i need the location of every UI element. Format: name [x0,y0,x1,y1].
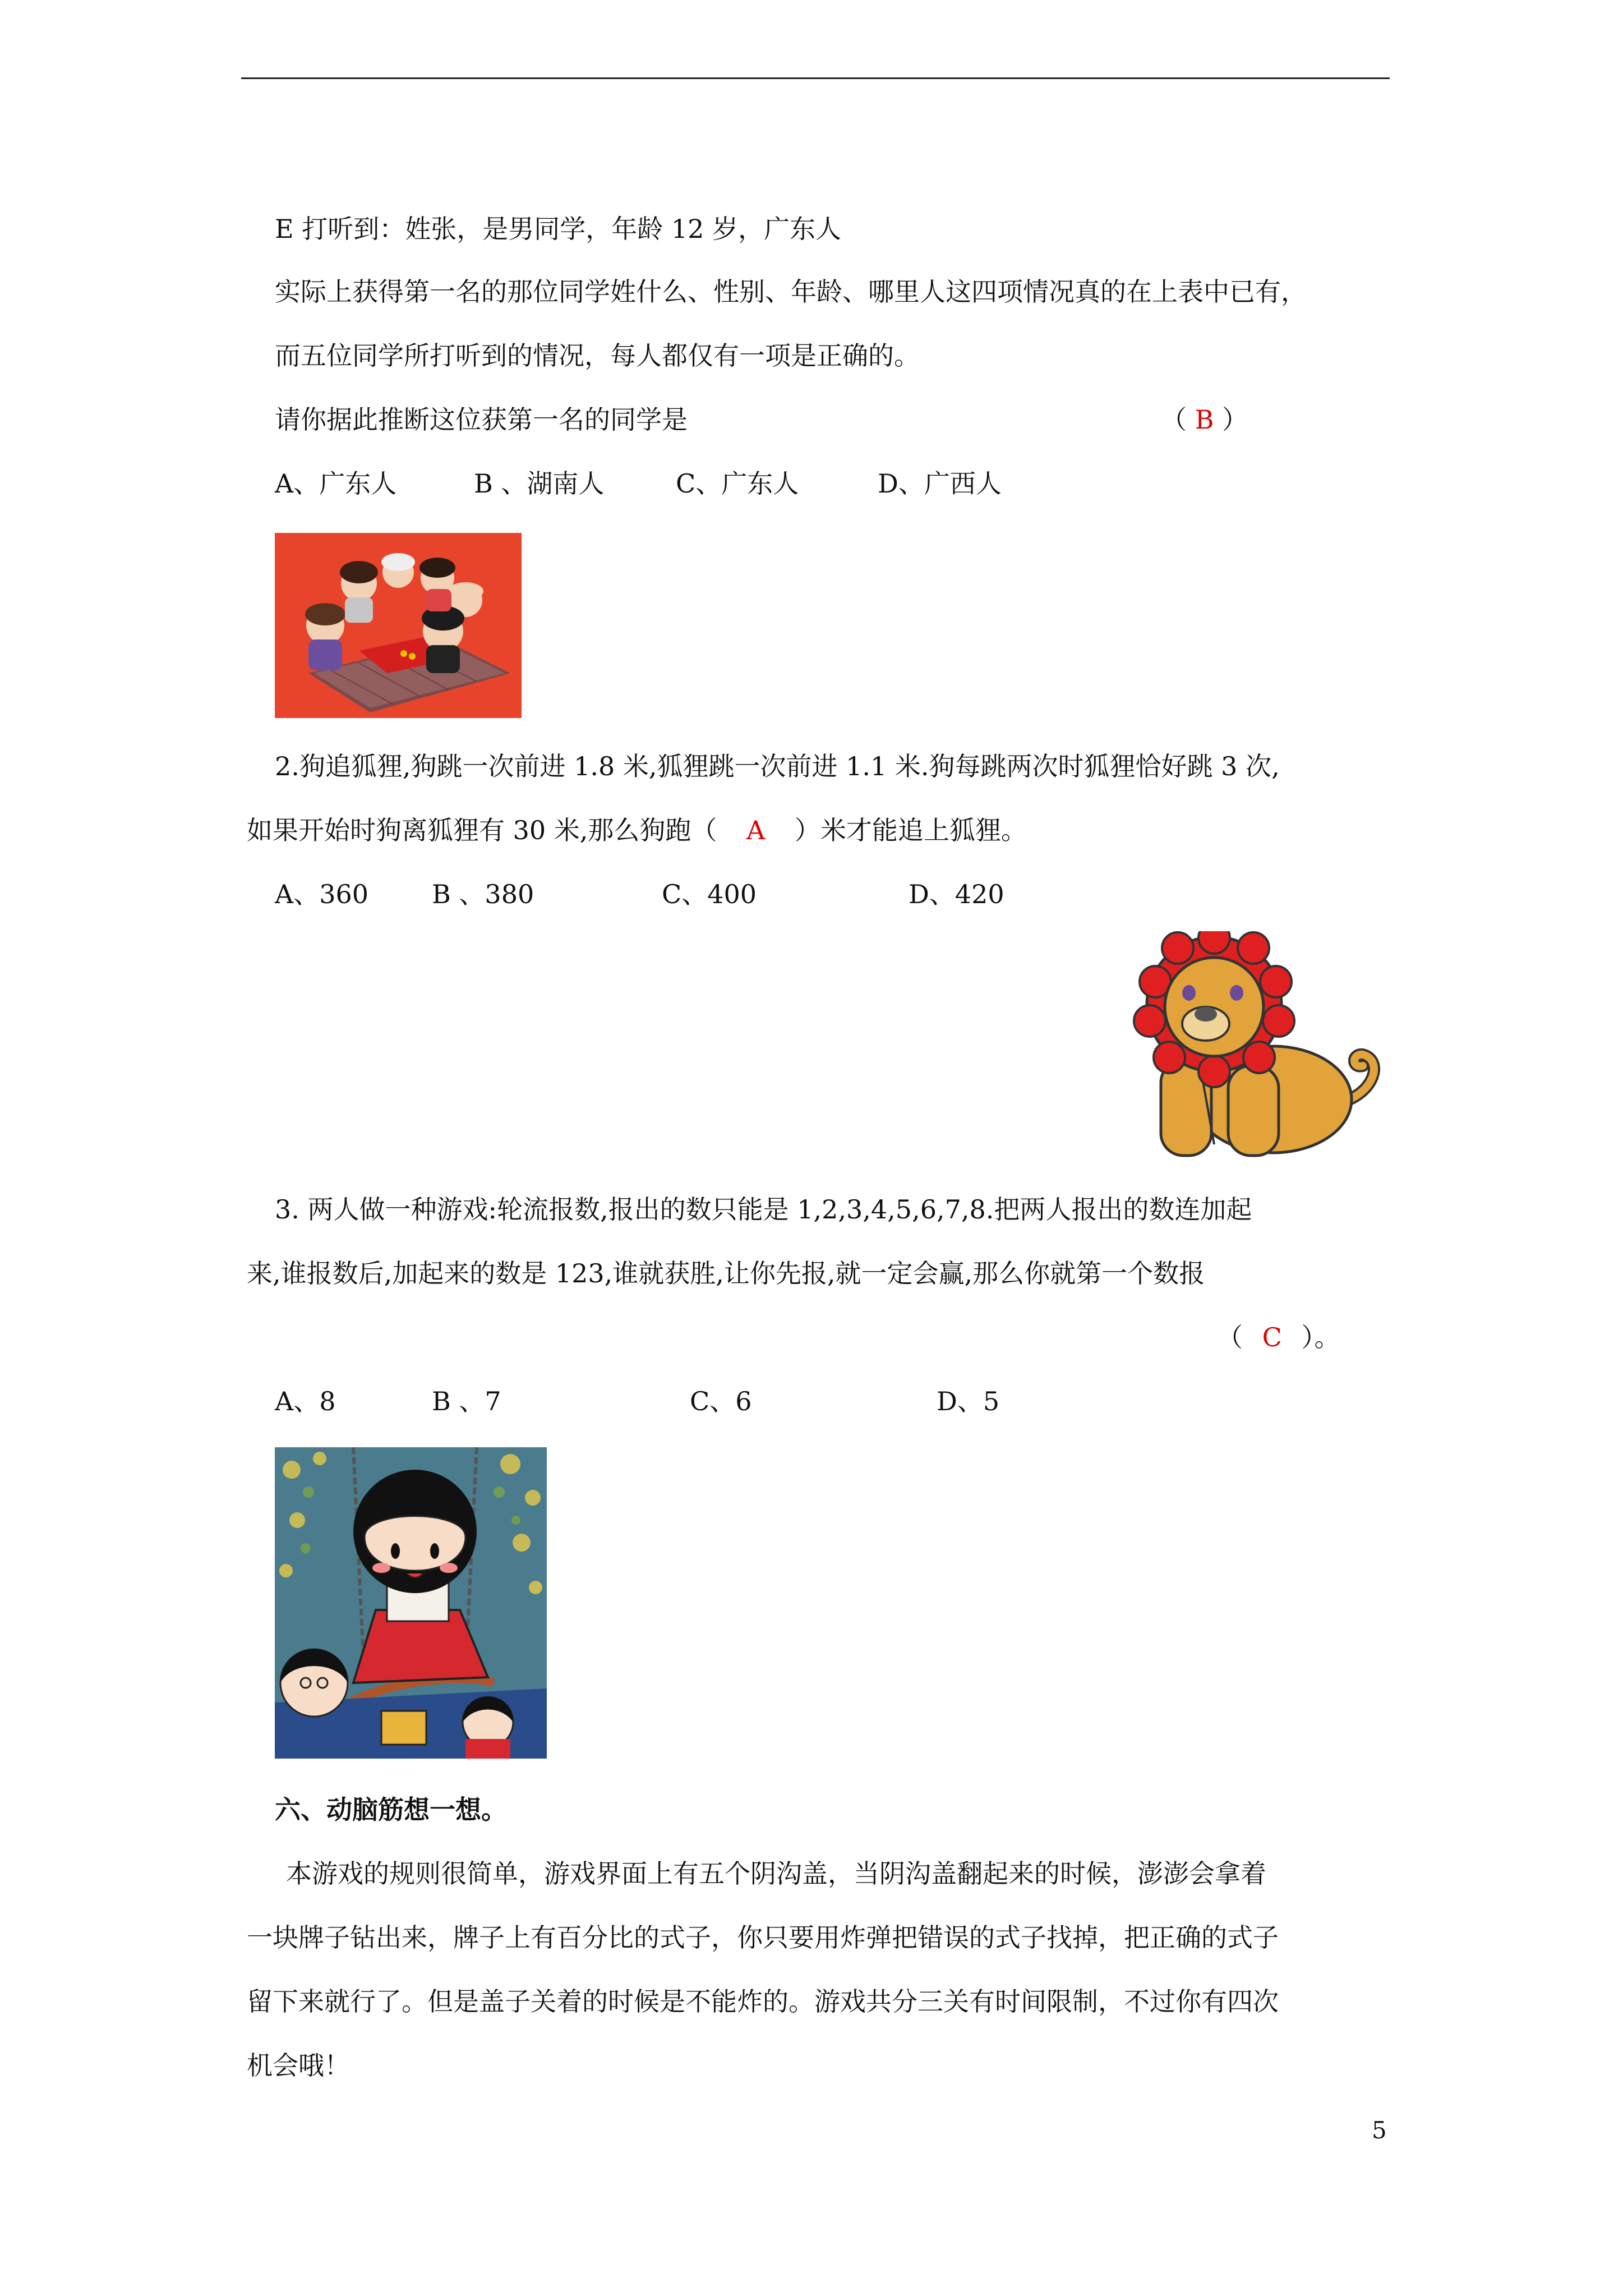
q3-option-b: B 、7 [432,1386,501,1416]
q1-line-b: 而五位同学所打听到的情况，每人都仅有一项是正确的。 [275,341,920,371]
q1-line-a: 实际上获得第一名的那位同学姓什么、性别、年龄、哪里人这四项情况真的在上表中已有， [275,277,1307,307]
q1-answer-blank [1161,403,1248,436]
q2-line2 [247,813,1027,847]
section6-line-4: 机会哦！ [247,2050,350,2081]
cartoon-girl-illustration [275,1447,547,1759]
q3-answer-open: （ [1217,1322,1243,1352]
q1-answer: B [1195,404,1214,435]
q2-line1: 2.狗追狐狸,狗跳一次前进 1.8 米,狐狸跳一次前进 1.1 米.狗每跳两次时狐狸恰好跳 3 次, [275,751,1280,781]
q1-answer-close: ） [1222,404,1248,435]
q2-option-d: D、420 [909,879,1004,909]
q3-option-c: C、6 [690,1386,752,1416]
section6-line-2: 一块牌子钻出来，牌子上有百分比的式子，你只要用炸弹把错误的式子找掉，把正确的式子 [247,1922,1279,1953]
q2-option-a: A、360 [275,879,369,909]
section6-heading: 六、动脑筋想一想。 [275,1795,507,1825]
q3-line1: 3. 两人做一种游戏:轮流报数,报出的数只能是 1,2,3,4,5,6,7,8.把两人报出的数连加起 [275,1194,1252,1225]
lion-illustration [1116,931,1391,1167]
section6-line-3: 留下来就行了。但是盖子关着的时候是不能炸的。游戏共分三关有时间限制，不过你有四次 [247,1986,1279,2017]
q1-option-d: D、广西人 [878,468,1002,499]
q3-option-d: D、5 [937,1386,1000,1416]
q2-answer: A [746,815,766,845]
q1-option-c: C、广东人 [676,468,799,499]
q2-option-b: B 、380 [432,879,534,909]
q1-option-b: B 、湖南人 [474,468,605,499]
page-number: 5 [1372,2116,1387,2144]
dolls-photo [275,533,522,718]
q3-answer-blank [1217,1320,1340,1354]
q3-option-a: A、8 [275,1386,336,1416]
q2-line2-pre: 如果开始时狗离狐狸有 30 米,那么狗跑（ [247,815,717,845]
q1-line-e: E 打听到：姓张，是男同学，年龄 12 岁，广东人 [275,214,841,244]
q1-option-a: A、广东人 [275,468,397,499]
q3-line2: 来,谁报数后,加起来的数是 123,谁就获胜,让你先报,就一定会赢,那么你就第一个数报 [247,1258,1205,1289]
section6-line-1: 本游戏的规则很简单，游戏界面上有五个阴沟盖，当阴沟盖翻起来的时候，澎澎会拿着 [286,1858,1266,1889]
q3-answer: C [1262,1322,1282,1352]
q1-prompt: 请你据此推断这位获第一名的同学是 [275,404,688,435]
q2-line2-post: ）米才能追上狐狸。 [794,815,1027,845]
q3-answer-close: ）。 [1301,1322,1340,1352]
q1-answer-open: （ [1161,404,1187,435]
header-rule [241,77,1390,79]
q2-option-c: C、400 [662,879,757,909]
